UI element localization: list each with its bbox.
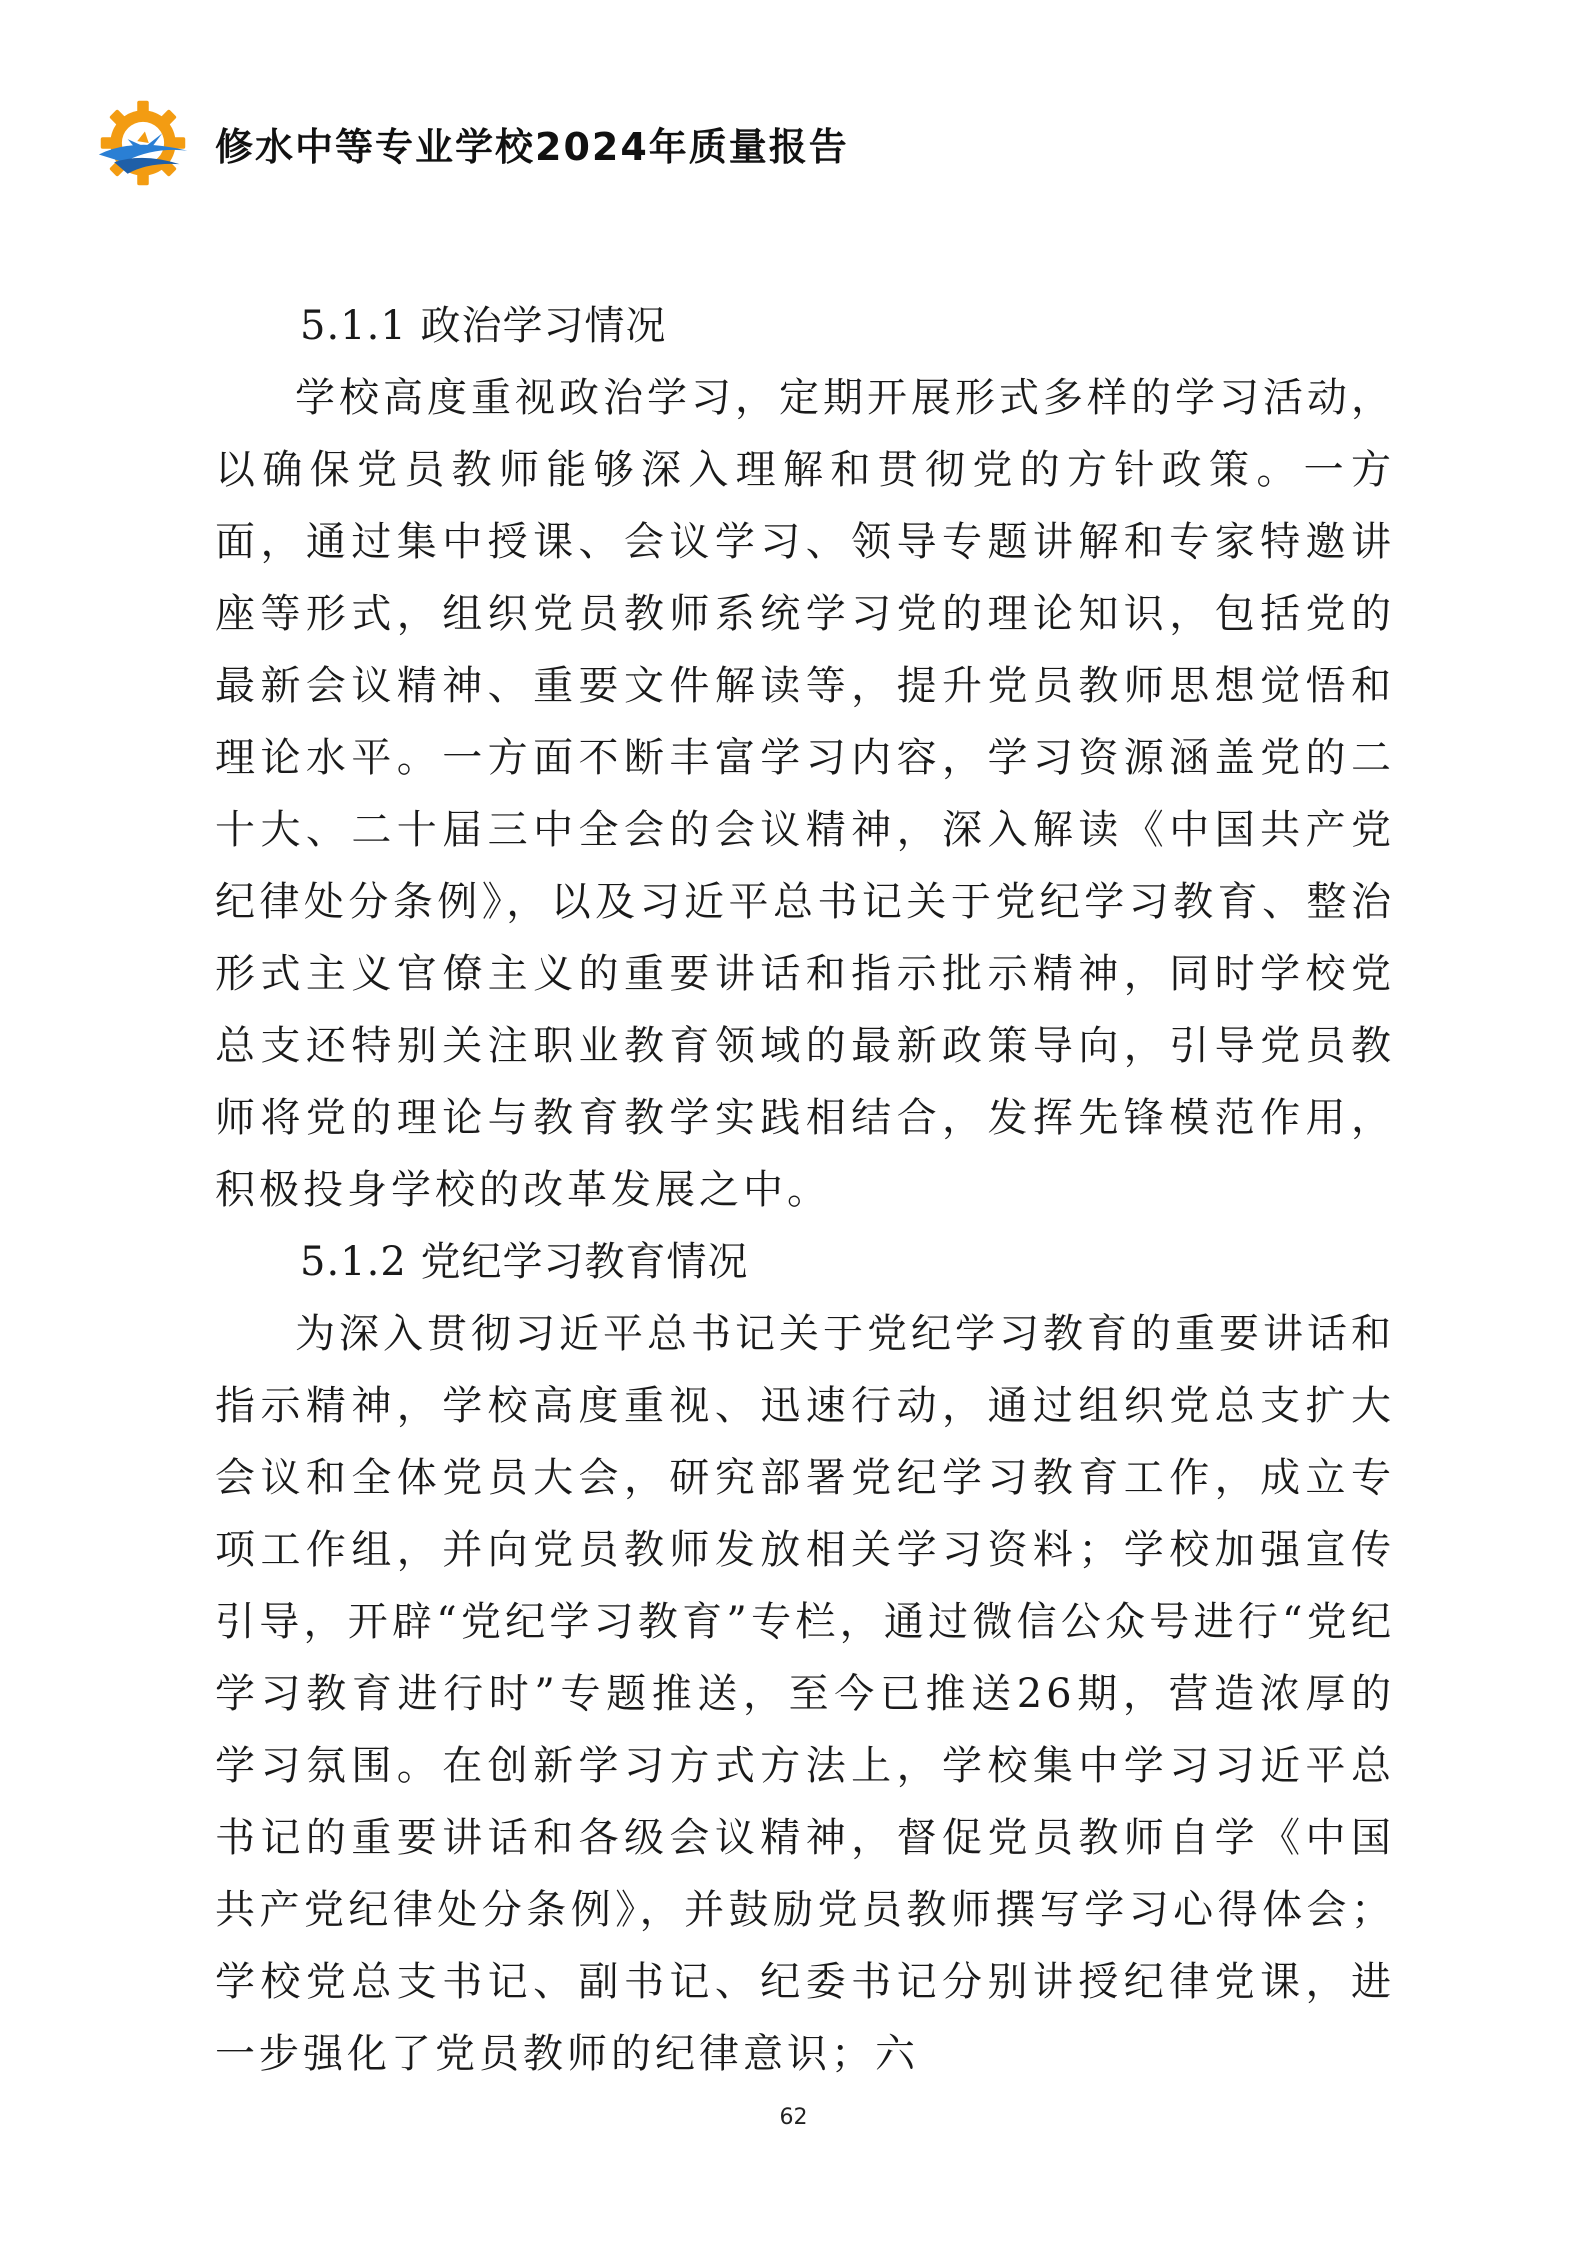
document-body xyxy=(215,290,1395,2090)
page-header xyxy=(95,95,849,191)
report-title: 修水中等专业学校2024年质量报告 xyxy=(215,124,849,169)
school-logo-icon xyxy=(95,95,191,191)
page-number: 62 xyxy=(779,2105,808,2130)
section-heading-political-study: 5.1.1 政治学习情况 xyxy=(300,303,667,349)
section-paragraph-political-study: 学校高度重视政治学习，定期开展形式多样的学习活动，以确保党员教师能够深入理解和贯彻党的方针政策。一方面，通过集中授课、会议学习、领导专题讲解和专家特邀讲座等形式，组织党员教师系统学习党的理论知识，包括党的最新会议精神、重要文件解读等，提升党员教师思想觉悟和理论水平。一方面不断丰富学习内容，学习资源涵盖党的二十大、二十届三中全会的会议精神，深入解读《中国共产党纪律处分条例》，以及习近平总书记关于党纪学习教育、整治形式主义官僚主义的重要讲话和指示批示精神，同时学校党总支还特别关注职业教育领域的最新政策导向，引导党员教师将党的理论与教育教学实践相结合，发挥先锋模范作用，积极投身学校的改革发展之中。 xyxy=(215,375,1395,1213)
section-heading-party-discipline: 5.1.2 党纪学习教育情况 xyxy=(300,1239,749,1285)
section-paragraph-party-discipline: 为深入贯彻习近平总书记关于党纪学习教育的重要讲话和指示精神，学校高度重视、迅速行动，通过组织党总支扩大会议和全体党员大会，研究部署党纪学习教育工作，成立专项工作组，并向党员教师发放相关学习资料；学校加强宣传引导，开辟“党纪学习教育”专栏，通过微信公众号进行“党纪学习教育进行时”专题推送，至今已推送26期，营造浓厚的学习氛围。在创新学习方式方法上，学校集中学习习近平总书记的重要讲话和各级会议精神，督促党员教师自学《中国共产党纪律处分条例》，并鼓励党员教师撰写学习心得体会；学校党总支书记、副书记、纪委书记分别讲授纪律党课，进一步强化了党员教师的纪律意识；六 xyxy=(215,1311,1395,2077)
